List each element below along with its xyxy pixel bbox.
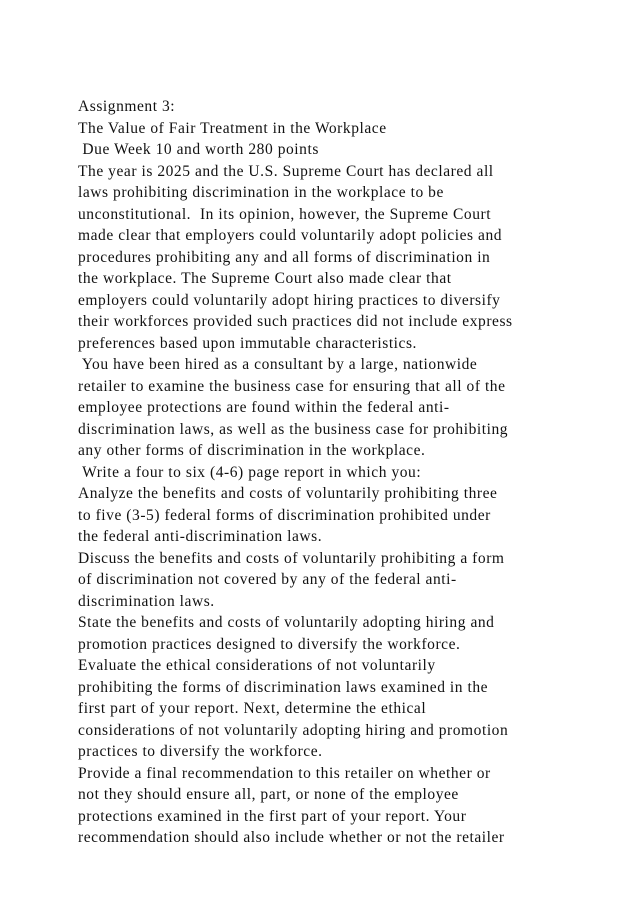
- text-line: employee protections are found within the federal anti-: [78, 399, 450, 416]
- text-line: their workforces provided such practices did not include express: [78, 313, 513, 330]
- text-line: protections examined in the first part of your report. Your: [78, 807, 467, 825]
- text-line: procedures prohibiting any and all forms of discrimination in: [78, 248, 491, 266]
- text-line: the federal anti-discrimination laws.: [78, 528, 323, 545]
- text-line: discrimination laws.: [78, 592, 215, 610]
- text-line: not they should ensure all, part, or none of the employee: [78, 786, 459, 803]
- text-line: first part of your report. Next, determine the ethical: [78, 700, 427, 717]
- text-line: practices to diversify the workforce.: [78, 743, 323, 760]
- text-line: You have been hired as a consultant by a large, nationwide: [78, 356, 478, 373]
- text-line: retailer to examine the business case for ensuring that all of the: [78, 377, 506, 395]
- text-line: employers could voluntarily adopt hiring practices to diversify: [78, 291, 501, 309]
- text-line: Discuss the benefits and costs of voluntarily prohibiting a form: [78, 549, 505, 567]
- text-line: The year is 2025 and the U.S. Supreme Court has declared all: [78, 162, 494, 180]
- text-line: the workplace. The Supreme Court also made clear that: [78, 270, 452, 287]
- text-line: Analyze the benefits and costs of voluntarily prohibiting three: [78, 485, 498, 502]
- text-line: promotion practices designed to diversify the workforce.: [78, 635, 461, 653]
- text-line: Write a four to six (4-6) page report in which you:: [78, 463, 422, 481]
- text-line: laws prohibiting discrimination in the workplace to be: [78, 184, 444, 201]
- text-line: of discrimination not covered by any of the federal anti-: [78, 571, 457, 588]
- due-date-line: Due Week 10 and worth 280 points: [78, 141, 319, 158]
- text-line: made clear that employers could voluntarily adopt policies and: [78, 227, 503, 244]
- text-line: unconstitutional. In its opinion, however, the Supreme Court: [78, 205, 492, 223]
- text-line: any other forms of discrimination in the workplace.: [78, 442, 426, 459]
- text-line: prohibiting the forms of discrimination laws examined in the: [78, 678, 489, 696]
- text-line: State the benefits and costs of voluntarily adopting hiring and: [78, 614, 495, 631]
- text-line: to five (3-5) federal forms of discrimination prohibited under: [78, 506, 491, 524]
- document-subtitle: The Value of Fair Treatment in the Workplace: [78, 119, 387, 137]
- text-line: recommendation should also include whether or not the retailer: [78, 829, 505, 846]
- text-line: Evaluate the ethical considerations of not voluntarily: [78, 657, 436, 674]
- document-title: Assignment 3:: [78, 98, 176, 115]
- text-line: discrimination laws, as well as the business case for prohibiting: [78, 420, 509, 438]
- text-line: considerations of not voluntarily adopting hiring and promotion: [78, 721, 509, 739]
- text-line: Provide a final recommendation to this retailer on whether or: [78, 764, 491, 782]
- document-body: [78, 96, 618, 849]
- text-line: preferences based upon immutable characteristics.: [78, 334, 417, 352]
